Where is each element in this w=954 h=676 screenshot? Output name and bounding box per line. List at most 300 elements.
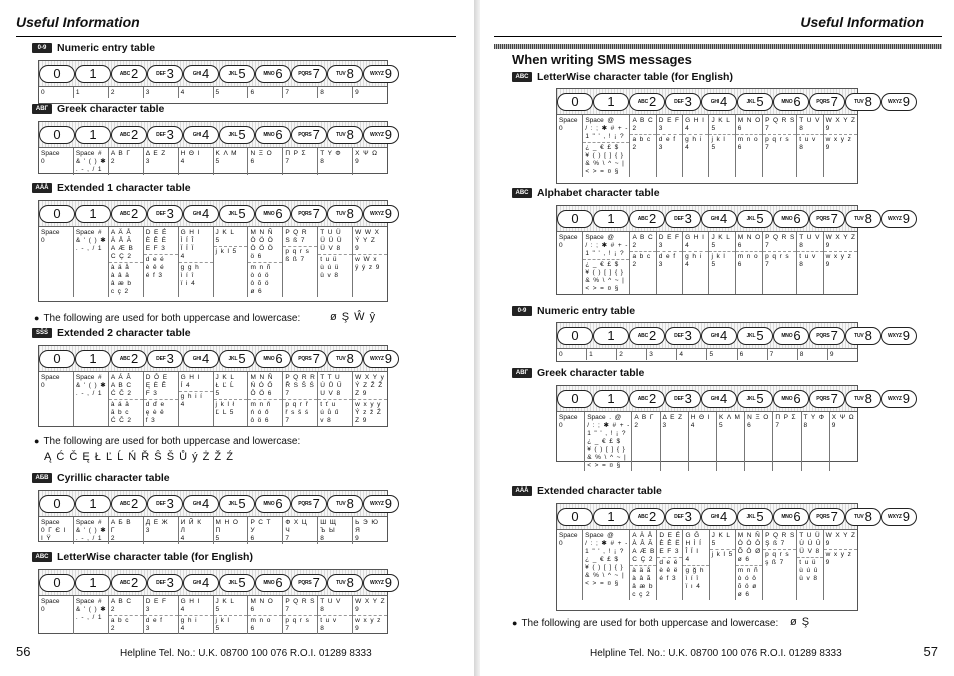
- key-letters: WXYZ: [370, 500, 384, 507]
- data-row: [39, 596, 387, 634]
- key-letters: DEF: [674, 98, 684, 105]
- section-title-text: Greek character table: [537, 367, 645, 379]
- key-letters: PQRS: [298, 355, 312, 362]
- key-digit: 4: [202, 127, 210, 142]
- key-cell: [737, 504, 773, 529]
- table-icon: ABC: [512, 188, 532, 198]
- key-6-icon: [255, 574, 291, 592]
- char-cell: [108, 517, 143, 544]
- char-cell: [282, 87, 317, 98]
- char-group: A B C 2: [632, 117, 653, 132]
- char-group: Ф Х Ц Ч 7: [285, 519, 307, 542]
- key-letters: GHI: [710, 215, 720, 222]
- char-group: J K L 5: [711, 117, 730, 132]
- char-group: 7: [769, 351, 774, 358]
- key-digit: 4: [720, 211, 728, 226]
- key-digit: 9: [902, 94, 910, 109]
- char-group: j k l 5: [709, 134, 734, 152]
- key-3-icon: [147, 65, 183, 83]
- char-group: A B Γ 2: [110, 150, 130, 165]
- char-group: 5: [215, 89, 220, 96]
- key-4-icon: [183, 574, 219, 592]
- char-cell: [352, 517, 387, 544]
- char-group: p q r s ß ß 7: [283, 246, 317, 264]
- key-digit: 7: [312, 496, 320, 511]
- char-group: 4: [180, 89, 185, 96]
- key-digit: 0: [571, 328, 579, 343]
- char-group: m n o 6: [248, 615, 282, 633]
- char-group: T T U Ú Ů Ű U V 8: [320, 374, 342, 397]
- char-cell: [706, 349, 736, 360]
- key-digit: 9: [384, 575, 392, 590]
- char-cell: [317, 227, 352, 297]
- char-cell: [178, 372, 213, 426]
- char-group: Space @ / : ; ✱ # + - 1 " ' , ! ¡ ?: [585, 234, 628, 257]
- key-letters: MNO: [263, 210, 275, 217]
- key-8-icon: [845, 93, 881, 111]
- char-cell: [282, 148, 317, 175]
- key-digit: 0: [571, 509, 579, 524]
- key-letters: TUV: [854, 98, 864, 105]
- char-cell: [762, 530, 796, 600]
- left-header-rule: [16, 36, 456, 37]
- char-cell: [247, 227, 282, 297]
- key-cell: [881, 386, 917, 411]
- key-4-icon: [183, 205, 219, 223]
- key-letters: PQRS: [816, 513, 830, 520]
- char-cell: [108, 227, 143, 297]
- key-letters: TUV: [336, 500, 346, 507]
- char-cell: [73, 517, 108, 544]
- key-letters: PQRS: [816, 98, 830, 105]
- key-cell: [39, 491, 75, 516]
- key-cell: [665, 504, 701, 529]
- char-group: 8: [320, 89, 324, 96]
- section-title: [32, 472, 170, 484]
- key-digit: 2: [131, 351, 139, 366]
- char-group: 2: [110, 89, 115, 96]
- key-letters: PQRS: [298, 579, 312, 586]
- key-3-icon: [147, 495, 183, 513]
- key-digit: 9: [384, 66, 392, 81]
- key-9-icon: [363, 126, 399, 144]
- char-cell: [716, 412, 744, 471]
- char-group: Ь Э Ю Я 9: [355, 519, 378, 542]
- character-table: [38, 569, 392, 634]
- key-letters: DEF: [156, 131, 166, 138]
- key-3-icon: [147, 350, 183, 368]
- case-symbols: Ą Ć Č Ę Ł Ľ Ĺ Ń Ř Ŝ Š Ů ý Ż Ž Ź: [44, 451, 234, 463]
- char-cell: [823, 530, 857, 600]
- key-7-icon: [809, 390, 845, 408]
- key-cell: [557, 504, 593, 529]
- char-group: W W X Ý Y Z 9: [355, 229, 379, 252]
- key-cell: [183, 570, 219, 595]
- char-group: Space 0: [559, 234, 578, 249]
- right-header-rule: [494, 36, 942, 37]
- char-cell: [108, 372, 143, 426]
- key-letters: JKL: [228, 500, 238, 507]
- right-helpline: Helpline Tel. No.: U.K. 08700 100 076 R.O.I. 01289 8333: [590, 648, 842, 659]
- key-7-icon: [291, 495, 327, 513]
- key-5-icon: [219, 126, 255, 144]
- key-letters: WXYZ: [888, 332, 902, 339]
- char-group: X Ψ Ω 9: [831, 414, 854, 429]
- key-letters: ABC: [119, 500, 130, 507]
- key-letters: JKL: [746, 215, 756, 222]
- char-group: Π P Σ 7: [285, 150, 306, 165]
- char-cell: [178, 596, 213, 634]
- char-group: T U V 8: [799, 234, 820, 249]
- key-letters: GHI: [192, 70, 202, 77]
- key-cell: [75, 61, 111, 86]
- key-1-icon: [75, 126, 111, 144]
- char-group: à á â ā b c Ć Č 2: [109, 399, 143, 425]
- char-group: g h i 4: [683, 134, 708, 152]
- key-digit: 2: [649, 94, 657, 109]
- left-page-number: 56: [16, 644, 31, 659]
- key-9-icon: [363, 65, 399, 83]
- key-letters: JKL: [228, 210, 238, 217]
- char-cell: [352, 372, 387, 426]
- char-cell: [796, 530, 822, 600]
- key-digit: 5: [756, 211, 764, 226]
- char-cell: [656, 232, 682, 294]
- section-title: [32, 42, 155, 54]
- char-group: K Λ M 5: [215, 150, 237, 165]
- char-cell: [143, 517, 178, 544]
- key-cell: [557, 206, 593, 231]
- char-cell: [557, 530, 582, 600]
- key-letters: DEF: [156, 355, 166, 362]
- key-digit: 0: [571, 94, 579, 109]
- key-digit: 8: [864, 328, 872, 343]
- key-4-icon: [183, 126, 219, 144]
- usage-note-text: The following are used for both uppercase and lowercase:: [521, 618, 779, 629]
- section-title-text: Extended 1 character table: [57, 182, 191, 194]
- char-group: 8: [799, 351, 804, 358]
- char-cell: [108, 148, 143, 175]
- key-digit: 1: [89, 351, 97, 366]
- key-cell: [363, 201, 399, 226]
- key-letters: ABC: [637, 215, 648, 222]
- char-group: T Y Φ 8: [320, 150, 341, 165]
- char-cell: [108, 596, 143, 634]
- key-cell: [327, 122, 363, 147]
- key-cell: [881, 89, 917, 114]
- char-cell: [584, 412, 631, 471]
- key-cell: [881, 206, 917, 231]
- char-group: w x y z 9: [824, 134, 857, 152]
- char-group: ¿ _ € £ $ ¥ ( ) [ ] { } & % \ ^ ~ | < > = ¤ §: [583, 259, 629, 293]
- char-cell: [823, 115, 857, 177]
- char-group: 6: [739, 351, 744, 358]
- key-cell: [593, 386, 629, 411]
- char-group: Space # & ' ( ) ✱ . - , / 1: [75, 150, 106, 173]
- key-letters: DEF: [674, 513, 684, 520]
- key-cell: [665, 386, 701, 411]
- key-cell: [39, 122, 75, 147]
- char-group: A Á Â A B C Ć Č 2: [110, 374, 132, 397]
- char-group: d ď e ę ė ě f 3: [144, 399, 178, 425]
- char-group: T U Ü Ù Ú Û Ü V 8: [799, 532, 821, 555]
- key-5-icon: [219, 65, 255, 83]
- key-0-icon: [39, 350, 75, 368]
- key-5-icon: [219, 205, 255, 223]
- key-digit: 7: [830, 391, 838, 406]
- key-cell: [737, 89, 773, 114]
- key-cell: [219, 570, 255, 595]
- section-title-text: Numeric entry table: [537, 305, 636, 317]
- key-1-icon: [593, 93, 629, 111]
- key-digit: 6: [275, 206, 283, 221]
- char-group: g g h ì í î ï i 4: [179, 262, 213, 288]
- key-5-icon: [219, 495, 255, 513]
- key-cell: [701, 206, 737, 231]
- key-3-icon: [147, 574, 183, 592]
- char-cell: [557, 232, 582, 294]
- section-title-text: Extended 2 character table: [57, 327, 191, 339]
- char-group: T Y Φ 8: [803, 414, 824, 429]
- char-group: P Q R S 7: [765, 234, 795, 249]
- key-letters: PQRS: [298, 70, 312, 77]
- section-title: [512, 367, 644, 379]
- left-helpline: Helpline Tel. No.: U.K. 08700 100 076 R.O.I. 01289 8333: [120, 648, 372, 659]
- key-cell: [147, 346, 183, 371]
- char-cell: [39, 372, 73, 426]
- key-cell: [147, 201, 183, 226]
- key-letters: MNO: [781, 215, 793, 222]
- char-group: Space # & ' ( ) ✱ . - , / 1: [75, 519, 106, 542]
- char-group: Δ E Z 3: [662, 414, 683, 429]
- key-digit: 7: [312, 127, 320, 142]
- key-cell: [291, 122, 327, 147]
- key-letters: TUV: [336, 210, 346, 217]
- char-cell: [801, 412, 829, 471]
- key-letters: DEF: [156, 579, 166, 586]
- key-digit: 1: [89, 575, 97, 590]
- key-cell: [75, 201, 111, 226]
- key-1-icon: [75, 574, 111, 592]
- key-0-icon: [557, 93, 593, 111]
- char-group: t u ü ù ú ü û v 8: [318, 254, 352, 280]
- char-group: G H I Ì Í Î Ï Ï Ï 4: [180, 229, 200, 260]
- key-digit: 7: [312, 351, 320, 366]
- key-0-icon: [557, 390, 593, 408]
- key-letters: MNO: [781, 395, 793, 402]
- char-cell: [39, 517, 73, 544]
- key-7-icon: [291, 350, 327, 368]
- char-group: g ğ h ì í î ï ı 4: [683, 565, 708, 591]
- key-letters: JKL: [228, 131, 238, 138]
- key-digit: 8: [346, 351, 354, 366]
- key-5-icon: [219, 350, 255, 368]
- key-digit: 6: [275, 351, 283, 366]
- char-group: H Θ I 4: [690, 414, 710, 429]
- key-digit: 4: [202, 496, 210, 511]
- key-cell: [291, 491, 327, 516]
- section-title-text: Cyrillic character table: [57, 472, 170, 484]
- key-letters: ABC: [119, 131, 130, 138]
- key-digit: 2: [649, 391, 657, 406]
- key-cell: [327, 491, 363, 516]
- char-group: N Ξ O 6: [747, 414, 769, 429]
- key-cell: [291, 570, 327, 595]
- char-group: Space 0: [559, 532, 578, 547]
- key-cell: [773, 89, 809, 114]
- key-digit: 2: [649, 328, 657, 343]
- char-cell: [178, 148, 213, 175]
- key-2-icon: [111, 126, 147, 144]
- char-cell: [737, 349, 767, 360]
- char-group: t u v 8: [797, 251, 822, 269]
- key-7-icon: [809, 508, 845, 526]
- char-group: D E F 3: [145, 598, 166, 613]
- key-cell: [665, 89, 701, 114]
- section-title: [32, 327, 191, 339]
- key-digit: 8: [864, 391, 872, 406]
- char-group: J K L Ł Ľ Ĺ 5: [215, 374, 234, 397]
- char-cell: [682, 232, 708, 294]
- key-letters: ABC: [637, 513, 648, 520]
- char-cell: [646, 349, 676, 360]
- key-cell: [111, 491, 147, 516]
- char-group: N Ξ O 6: [250, 150, 272, 165]
- key-9-icon: [363, 495, 399, 513]
- key-letters: JKL: [746, 98, 756, 105]
- char-group: Space 0 Γ Є I I Ÿ: [41, 519, 66, 542]
- char-group: Д Е Ж 3: [145, 519, 168, 534]
- key-7-icon: [291, 205, 327, 223]
- key-5-icon: [737, 327, 773, 345]
- char-cell: [213, 372, 248, 426]
- key-cell: [219, 201, 255, 226]
- char-cell: [317, 596, 352, 634]
- key-digit: 7: [830, 94, 838, 109]
- char-cell: [317, 87, 352, 98]
- key-7-icon: [291, 574, 327, 592]
- key-digit: 3: [166, 575, 174, 590]
- char-group: a b c 2: [109, 615, 143, 633]
- character-table: [38, 200, 392, 302]
- key-digit: 2: [131, 575, 139, 590]
- char-group: t u ü ù ú û ü v 8: [797, 557, 822, 583]
- key-letters: WXYZ: [370, 355, 384, 362]
- section-title-text: Extended character table: [537, 485, 662, 497]
- key-cell: [39, 570, 75, 595]
- key-6-icon: [773, 508, 809, 526]
- section-title-text: LetterWise character table (for English): [57, 551, 253, 563]
- char-cell: [282, 372, 317, 426]
- char-group: Space 0: [41, 598, 60, 613]
- key-digit: 7: [312, 206, 320, 221]
- key-digit: 4: [720, 328, 728, 343]
- char-cell: [582, 530, 629, 600]
- key-cell: [291, 201, 327, 226]
- table-icon: ABΓ: [512, 368, 532, 378]
- key-digit: 3: [684, 391, 692, 406]
- data-row: [557, 232, 857, 294]
- char-group: М Н О П 5: [215, 519, 238, 542]
- key-digit: 1: [607, 509, 615, 524]
- char-group: g h i 4: [179, 615, 213, 633]
- key-cell: [327, 570, 363, 595]
- key-9-icon: [881, 327, 917, 345]
- char-cell: [735, 115, 762, 177]
- key-row: [557, 386, 910, 412]
- key-digit: 6: [275, 66, 283, 81]
- key-digit: 0: [53, 496, 61, 511]
- key-digit: 0: [53, 575, 61, 590]
- key-cell: [845, 323, 881, 348]
- key-letters: GHI: [192, 579, 202, 586]
- character-table: [556, 322, 910, 362]
- table-icon: АБВ: [32, 473, 52, 483]
- char-group: d e f 3: [657, 251, 682, 269]
- char-cell: [708, 232, 734, 294]
- char-cell: [708, 115, 734, 177]
- key-digit: 5: [756, 391, 764, 406]
- key-8-icon: [845, 508, 881, 526]
- key-letters: MNO: [781, 332, 793, 339]
- char-cell: [629, 530, 656, 600]
- key-6-icon: [255, 350, 291, 368]
- key-5-icon: [737, 93, 773, 111]
- key-cell: [219, 61, 255, 86]
- key-cell: [845, 206, 881, 231]
- key-5-icon: [219, 574, 255, 592]
- char-cell: [735, 232, 762, 294]
- key-digit: 7: [312, 575, 320, 590]
- key-digit: 8: [346, 66, 354, 81]
- char-group: m n o 6: [736, 134, 762, 152]
- key-letters: MNO: [781, 513, 793, 520]
- key-letters: JKL: [746, 395, 756, 402]
- key-digit: 8: [346, 127, 354, 142]
- key-cell: [147, 570, 183, 595]
- right-page: [480, 0, 954, 676]
- table-icon: ABC: [32, 552, 52, 562]
- key-cell: [701, 89, 737, 114]
- char-group: A B C 2: [632, 234, 653, 249]
- char-group: d e f 3: [657, 134, 682, 152]
- key-letters: JKL: [746, 332, 756, 339]
- char-group: Space # & ' ( ) ✱ . - , / 1: [75, 229, 106, 252]
- key-4-icon: [183, 350, 219, 368]
- char-cell: [557, 412, 584, 471]
- char-group: P Q R S Ş ß 7: [765, 532, 795, 547]
- section-title: [512, 71, 733, 83]
- char-group: 4: [679, 351, 683, 358]
- char-group: m n ñ ò ó ö ô õ ö ø 6: [248, 262, 282, 296]
- key-digit: 4: [720, 391, 728, 406]
- char-cell: [213, 596, 248, 634]
- key-letters: JKL: [228, 355, 238, 362]
- char-cell: [631, 412, 659, 471]
- key-3-icon: [665, 508, 701, 526]
- key-letters: JKL: [228, 579, 238, 586]
- key-8-icon: [845, 327, 881, 345]
- key-digit: 0: [53, 351, 61, 366]
- key-cell: [255, 491, 291, 516]
- table-icon: ABC: [512, 72, 532, 82]
- key-letters: GHI: [710, 98, 720, 105]
- key-digit: 9: [384, 351, 392, 366]
- key-cell: [183, 61, 219, 86]
- key-digit: 0: [53, 127, 61, 142]
- key-digit: 0: [53, 206, 61, 221]
- key-1-icon: [593, 210, 629, 228]
